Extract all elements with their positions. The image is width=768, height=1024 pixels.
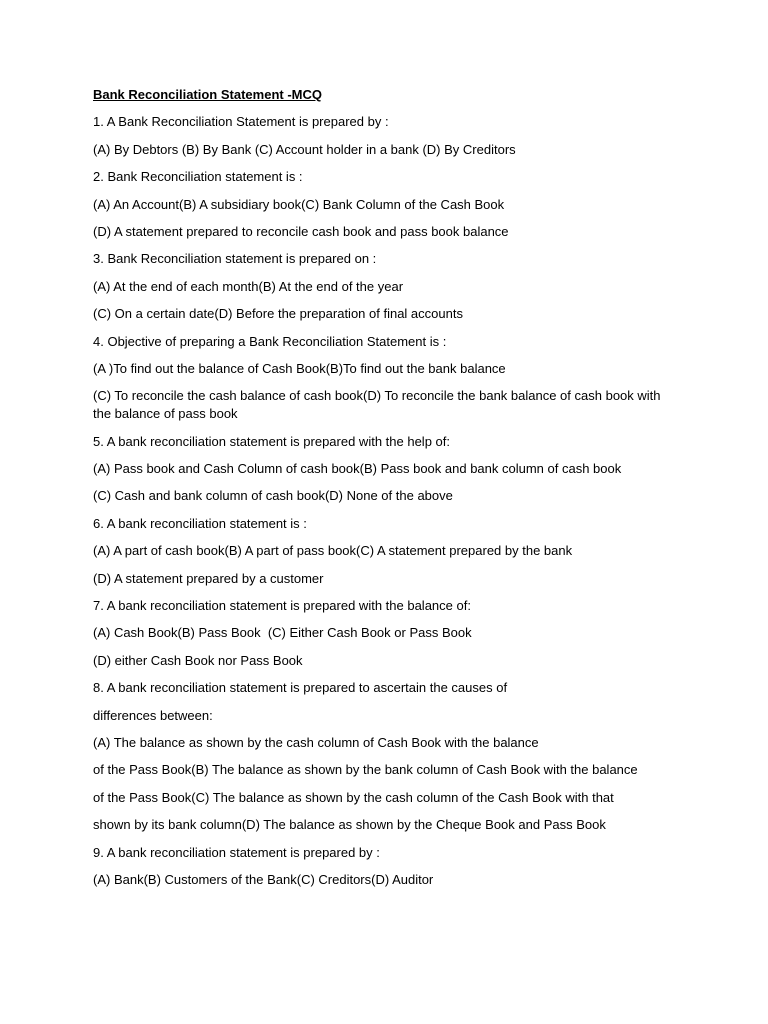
question-8-options-line-2: of the Pass Book(B) The balance as shown by the bank column of Cash Book with the balance bbox=[93, 762, 638, 778]
question-1-options: (A) By Debtors (B) By Bank (C) Account holder in a bank (D) By Creditors bbox=[93, 141, 516, 157]
document-title: Bank Reconciliation Statement -MCQ bbox=[93, 87, 322, 102]
question-2-options-b: (D) A statement prepared to reconcile cash book and pass book balance bbox=[93, 223, 509, 239]
question-7-options-b: (D) either Cash Book nor Pass Book bbox=[93, 652, 303, 668]
question-2: 2. Bank Reconciliation statement is : bbox=[93, 169, 303, 185]
question-1: 1. A Bank Reconciliation Statement is prepared by : bbox=[93, 114, 389, 130]
question-3-options-a: (A) At the end of each month(B) At the end of the year bbox=[93, 278, 404, 294]
document-body bbox=[93, 86, 673, 898]
question-8-options-line-4: shown by its bank column(D) The balance as shown by the Cheque Book and Pass Book bbox=[93, 817, 606, 833]
question-5-options-b: (C) Cash and bank column of cash book(D) None of the above bbox=[93, 488, 453, 504]
question-4-options-b: (C) To reconcile the cash balance of cash book(D) To reconcile the bank balance of cash book with the balance of pass book bbox=[93, 388, 661, 422]
question-6-options-a: (A) A part of cash book(B) A part of pass book(C) A statement prepared by the bank bbox=[93, 543, 573, 559]
question-6: 6. A bank reconciliation statement is : bbox=[93, 515, 307, 531]
question-9-options: (A) Bank(B) Customers of the Bank(C) Creditors(D) Auditor bbox=[93, 871, 434, 887]
question-9: 9. A bank reconciliation statement is prepared by : bbox=[93, 844, 380, 860]
question-2-options-a: (A) An Account(B) A subsidiary book(C) Bank Column of the Cash Book bbox=[93, 196, 505, 212]
question-7-options-a: (A) Cash Book(B) Pass Book (C) Either Cash Book or Pass Book bbox=[93, 625, 472, 641]
question-3-options-b: (C) On a certain date(D) Before the preparation of final accounts bbox=[93, 306, 463, 322]
question-8-options-line-1: (A) The balance as shown by the cash column of Cash Book with the balance bbox=[93, 734, 539, 750]
question-3: 3. Bank Reconciliation statement is prepared on : bbox=[93, 251, 377, 267]
question-5: 5. A bank reconciliation statement is prepared with the help of: bbox=[93, 433, 450, 449]
question-5-options-a: (A) Pass book and Cash Column of cash book(B) Pass book and bank column of cash book bbox=[93, 461, 622, 477]
question-8-options-line-3: of the Pass Book(C) The balance as shown by the cash column of the Cash Book with that bbox=[93, 789, 614, 805]
question-6-options-b: (D) A statement prepared by a customer bbox=[93, 570, 324, 586]
question-8-continued: differences between: bbox=[93, 707, 213, 723]
question-4-options-a: (A )To find out the balance of Cash Book(B)To find out the bank balance bbox=[93, 360, 506, 376]
question-8: 8. A bank reconciliation statement is prepared to ascertain the causes of bbox=[93, 680, 508, 696]
question-4: 4. Objective of preparing a Bank Reconciliation Statement is : bbox=[93, 333, 447, 349]
question-7: 7. A bank reconciliation statement is prepared with the balance of: bbox=[93, 598, 471, 614]
